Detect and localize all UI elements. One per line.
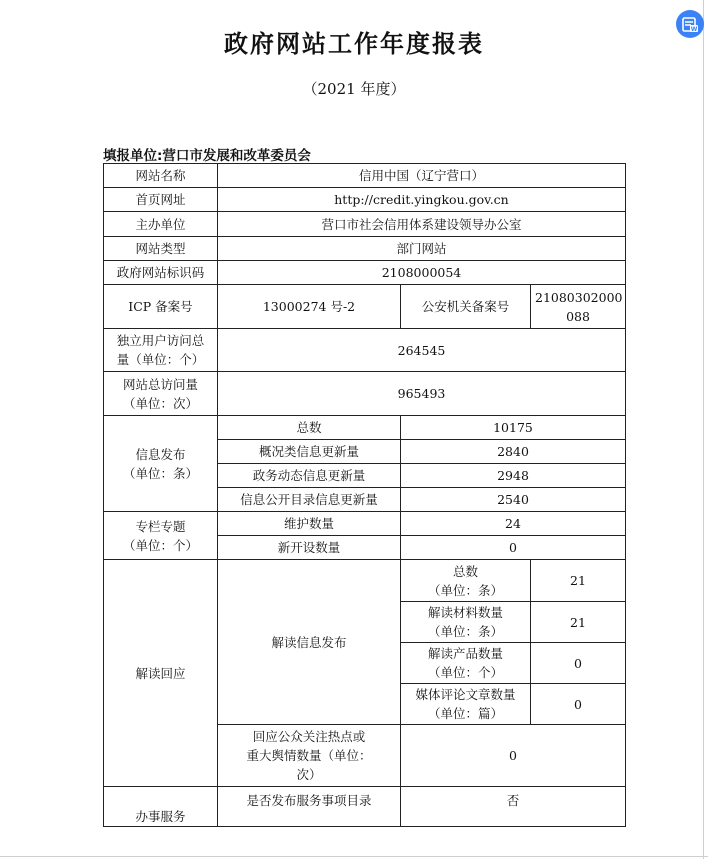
interpret-item-value: 21 (531, 560, 626, 602)
info-item-value: 10175 (401, 416, 626, 440)
page-edge-bottom (0, 856, 708, 857)
interpret-item-value: 0 (531, 684, 626, 725)
table-row (104, 261, 626, 285)
interpret-response-label: 解读回应 (104, 560, 218, 787)
police-record-value: 21080302000 088 (531, 285, 626, 329)
site-type-label: 网站类型 (104, 237, 218, 261)
pv-value: 965493 (218, 372, 626, 416)
column-item-value: 24 (401, 512, 626, 536)
info-item-label: 总数 (218, 416, 401, 440)
table-row (104, 329, 626, 372)
interpret-item-label: 解读材料数量 （单位：条） (401, 602, 531, 643)
report-table (103, 163, 626, 827)
home-url-value[interactable]: http://credit.yingkou.gov.cn (218, 188, 626, 212)
icp-label: ICP 备案号 (104, 285, 218, 329)
column-item-label: 新开设数量 (218, 536, 401, 560)
interpret-publish-label: 解读信息发布 (218, 560, 401, 725)
interpret-item-label: 媒体评论文章数量 （单位：篇） (401, 684, 531, 725)
pv-label: 网站总访问量 （单位：次） (104, 372, 218, 416)
report-year: （2021 年度） (302, 80, 406, 98)
site-code-value: 2108000054 (218, 261, 626, 285)
reporting-unit: 填报单位:营口市发展和改革委员会 (103, 148, 311, 164)
column-item-value: 0 (401, 536, 626, 560)
table-row (104, 372, 626, 416)
public-response-value: 0 (401, 725, 626, 787)
sponsor-value: 营口市社会信用体系建设领导办公室 (218, 212, 626, 237)
icp-value: 13000274 号-2 (218, 285, 401, 329)
table-row (104, 787, 626, 827)
interpret-item-label: 解读产品数量 （单位：个） (401, 643, 531, 684)
site-name-label: 网站名称 (104, 164, 218, 188)
table-row (104, 164, 626, 188)
info-item-value: 2540 (401, 488, 626, 512)
public-response-label: 回应公众关注热点或 重大舆情数量（单位： 次） (218, 725, 401, 787)
interpret-item-value: 21 (531, 602, 626, 643)
site-type-value: 部门网站 (218, 237, 626, 261)
site-name-value: 信用中国（辽宁营口） (218, 164, 626, 188)
info-item-value: 2948 (401, 464, 626, 488)
interpret-item-value: 0 (531, 643, 626, 684)
uv-label: 独立用户访问总 量（单位：个） (104, 329, 218, 372)
table-row (104, 212, 626, 237)
document-title: 政府网站工作年度报表 (224, 30, 484, 58)
service-item-value: 否 (401, 787, 626, 827)
home-url-label: 首页网址 (104, 188, 218, 212)
table-row (104, 188, 626, 212)
site-code-label: 政府网站标识码 (104, 261, 218, 285)
table-row (104, 512, 626, 536)
sponsor-label: 主办单位 (104, 212, 218, 237)
info-item-label: 信息公开目录信息更新量 (218, 488, 401, 512)
police-record-label: 公安机关备案号 (401, 285, 531, 329)
column-topic-label: 专栏专题 （单位：个） (104, 512, 218, 560)
table-row (104, 416, 626, 440)
info-release-label: 信息发布 （单位：条） (104, 416, 218, 512)
info-item-value: 2840 (401, 440, 626, 464)
info-item-label: 概况类信息更新量 (218, 440, 401, 464)
svg-text:W: W (690, 26, 698, 33)
column-item-label: 维护数量 (218, 512, 401, 536)
table-row (104, 237, 626, 261)
info-item-label: 政务动态信息更新量 (218, 464, 401, 488)
table-row (104, 560, 626, 602)
page-edge-right (703, 0, 704, 859)
service-item-label: 是否发布服务事项目录 (218, 787, 401, 827)
table-row (104, 285, 626, 329)
uv-value: 264545 (218, 329, 626, 372)
interpret-item-label: 总数 （单位：条） (401, 560, 531, 602)
service-label: 办事服务 (104, 787, 218, 827)
